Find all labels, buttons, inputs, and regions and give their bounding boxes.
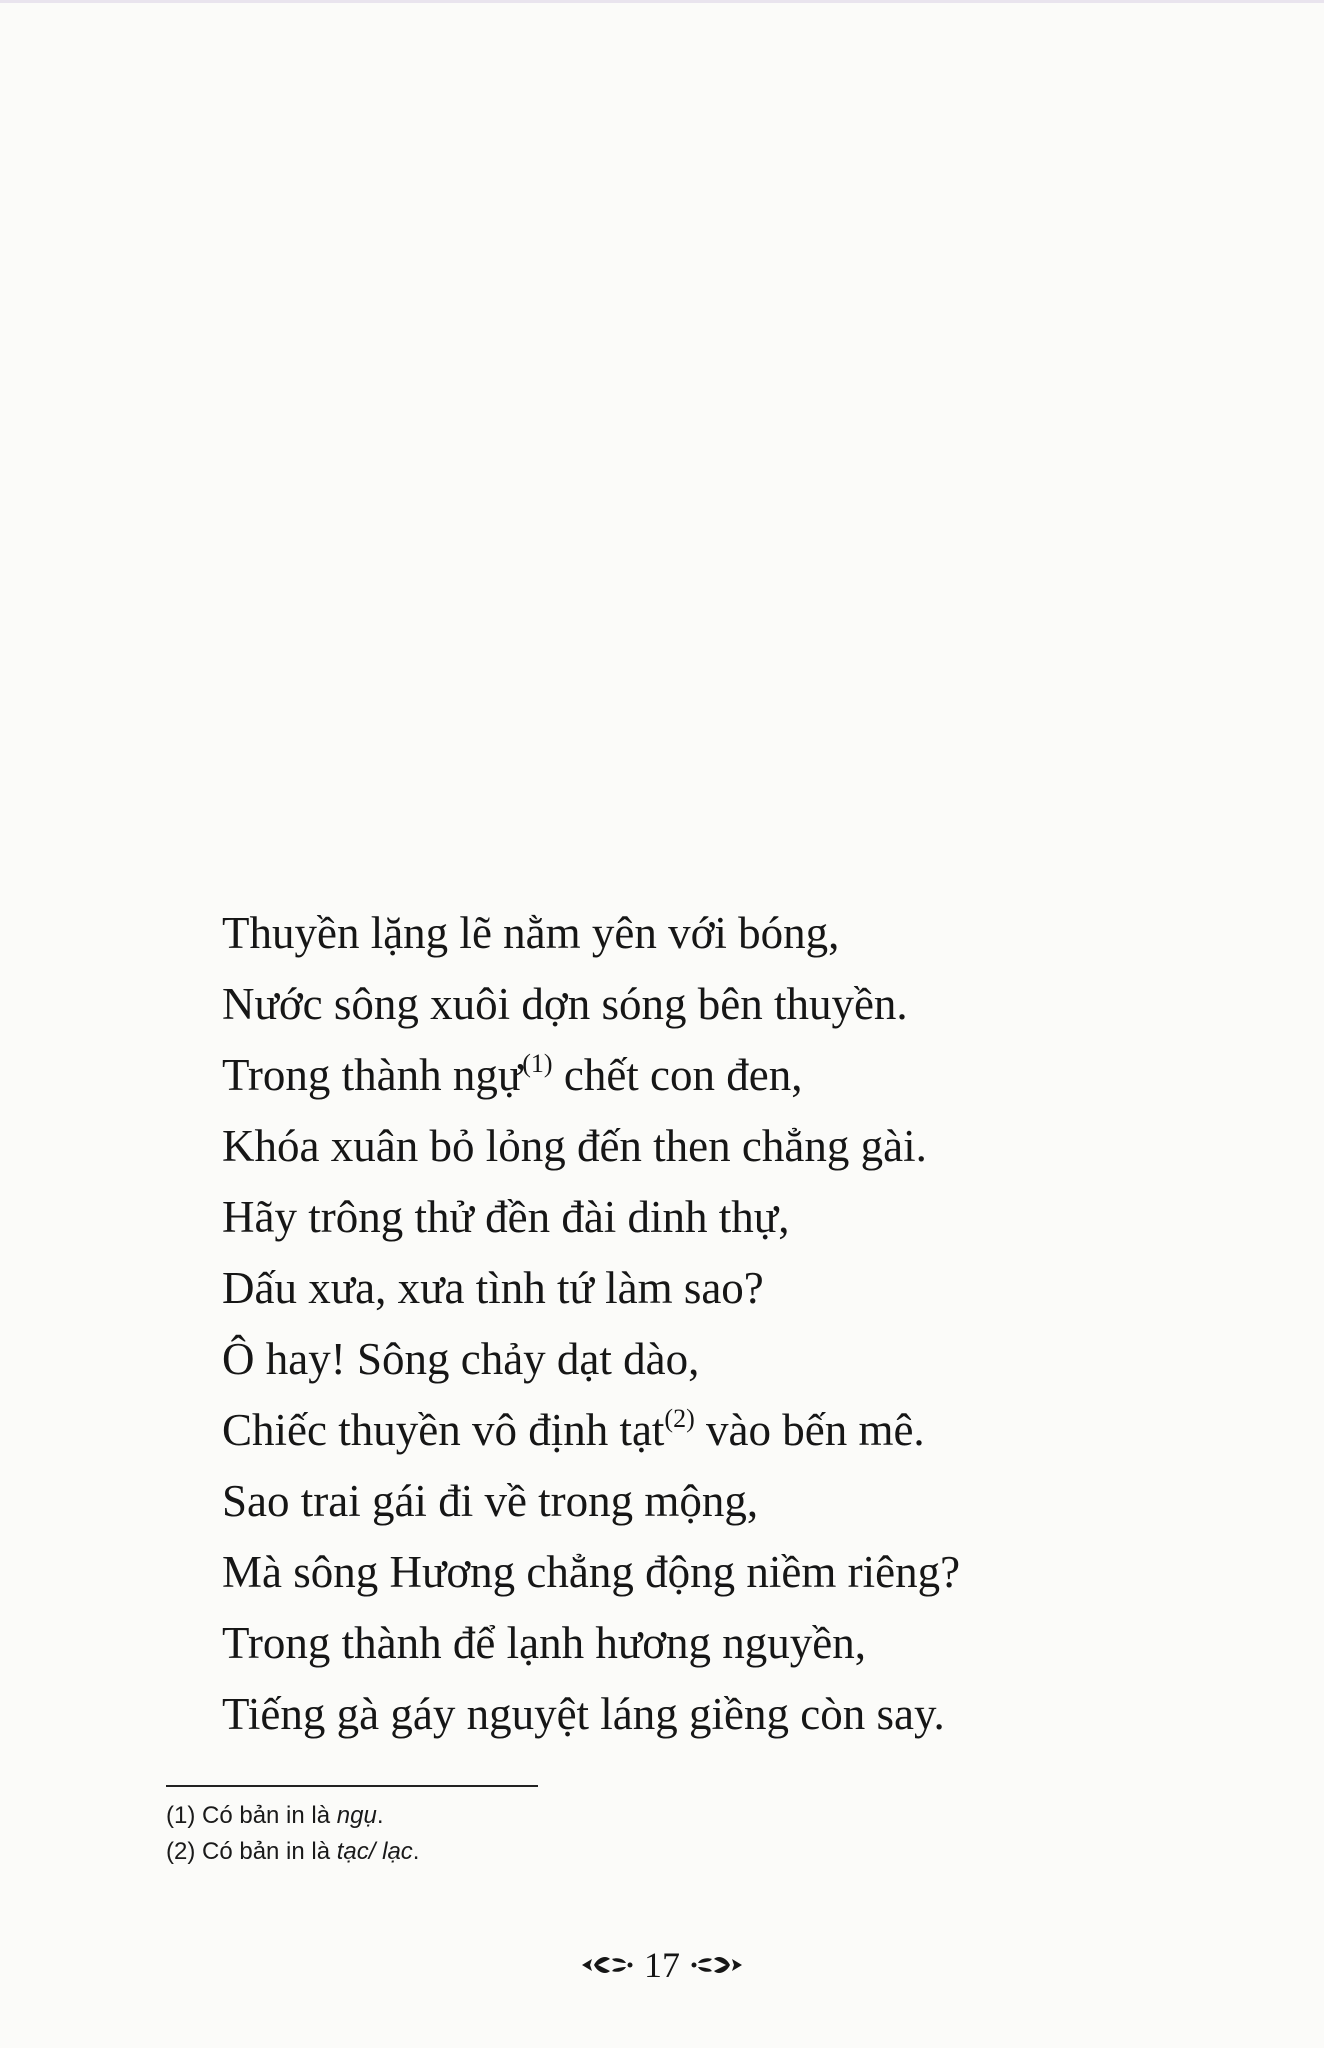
footnote-marker: (2)	[664, 1404, 695, 1433]
poem-line: Sao trai gái đi về trong mộng,	[222, 1476, 759, 1526]
poem-line: Dấu xưa, xưa tình tứ làm sao?	[222, 1263, 764, 1313]
poem-line: Ô hay! Sông chảy dạt dào,	[222, 1334, 700, 1384]
footnote-2: (2) Có bản in là tạc/ lạc.	[166, 1838, 420, 1865]
page-top-edge	[0, 0, 1324, 3]
page-number: 17	[644, 1945, 680, 1985]
poem-line: Hãy trông thử đền đài dinh thự,	[222, 1192, 790, 1242]
poem-line: Nước sông xuôi dợn sóng bên thuyền.	[222, 979, 908, 1029]
footnote-1: (1) Có bản in là ngụ.	[166, 1802, 384, 1829]
footnotes	[166, 1798, 419, 1870]
poem-line: Trong thành ngự$^{(1)}$ chết con đen,	[222, 1049, 803, 1100]
poem	[222, 898, 1122, 1750]
footnote-divider	[166, 1785, 538, 1787]
floral-ornament-icon	[580, 1951, 634, 1979]
page-footer	[0, 1940, 1324, 1990]
poem-line: Khóa xuân bỏ lỏng đến then chẳng gài.	[222, 1121, 927, 1171]
poem-line: Trong thành để lạnh hương nguyền,	[222, 1618, 866, 1668]
poem-line: Chiếc thuyền vô định tạt$^{(2)}$ vào bến mê.	[222, 1404, 925, 1455]
footnote-marker: (1)	[522, 1049, 553, 1078]
poem-line: Thuyền lặng lẽ nằm yên với bóng,	[222, 908, 840, 958]
poem-line: Tiếng gà gáy nguyệt láng giềng còn say.	[222, 1689, 945, 1739]
floral-ornament-icon	[690, 1951, 744, 1979]
poem-line: Mà sông Hương chẳng động niềm riêng?	[222, 1547, 961, 1597]
